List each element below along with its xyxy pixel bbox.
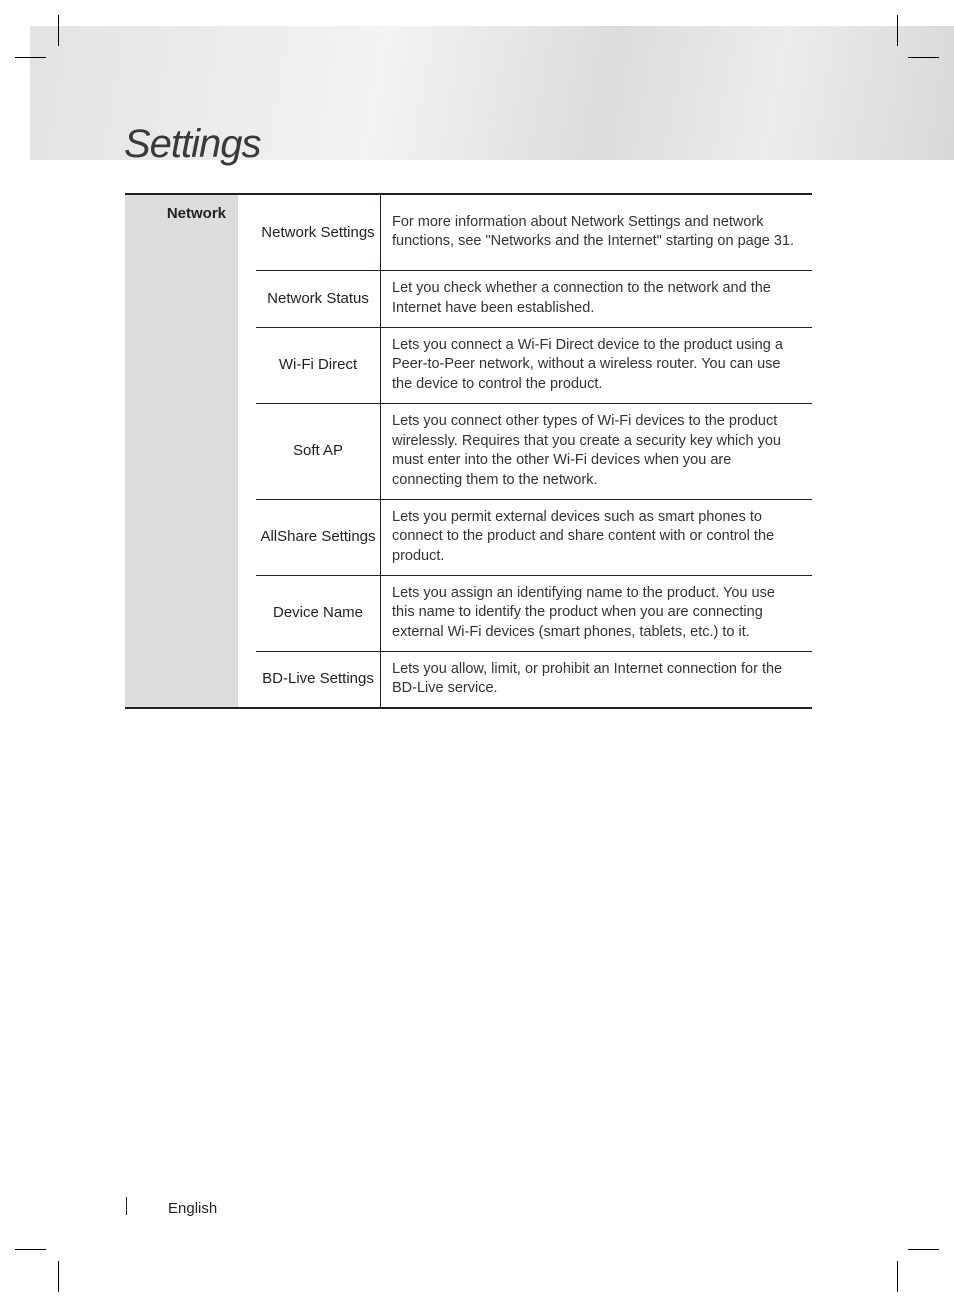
footer-language: English [168, 1200, 218, 1217]
page-title: Settings [124, 122, 261, 166]
description-network-status: Let you check whether a connection to the network and the Internet have been established. [381, 270, 813, 327]
category-gap [238, 194, 256, 708]
description-wifi-direct: Lets you connect a Wi-Fi Direct device to the product using a Peer-to-Peer network, without a wireless router. You can use the device to control the product. [381, 327, 813, 403]
table-row [125, 194, 812, 270]
crop-mark [908, 1249, 939, 1250]
description-allshare-settings: Lets you permit external devices such as smart phones to connect to the product and share content with or control the product. [381, 499, 813, 575]
item-allshare-settings: AllShare Settings [256, 499, 381, 575]
description-network-settings: For more information about Network Settings and network functions, see "Networks and the Internet" starting on page 31. [392, 213, 795, 250]
item-soft-ap: Soft AP [256, 403, 381, 499]
item-wifi-direct: Wi-Fi Direct [256, 327, 381, 403]
category-cell-network: Network [125, 194, 238, 708]
crop-mark [897, 15, 898, 46]
item-device-name: Device Name [256, 575, 381, 651]
description-bd-live-settings: Lets you allow, limit, or prohibit an Internet connection for the BD-Live service. [381, 651, 813, 708]
crop-mark [908, 57, 939, 58]
settings-table [125, 193, 812, 709]
item-bd-live-settings: BD-Live Settings [256, 651, 381, 708]
item-network-settings: Network Settings [256, 194, 381, 270]
crop-mark [15, 1249, 46, 1250]
description-soft-ap: Lets you connect other types of Wi-Fi devices to the product wirelessly. Requires that you create a security key which you must enter into the other Wi-Fi devices when you are connecting them to the network. [381, 403, 813, 499]
crop-mark [15, 57, 46, 58]
crop-mark [58, 1261, 59, 1292]
crop-mark [58, 15, 59, 46]
description-device-name: Lets you assign an identifying name to the product. You use this name to identify the product when you are connecting external Wi-Fi devices (smart phones, tablets, etc.) to it. [381, 575, 813, 651]
crop-mark [897, 1261, 898, 1292]
footer-divider [126, 1197, 127, 1215]
item-network-status: Network Status [256, 270, 381, 327]
